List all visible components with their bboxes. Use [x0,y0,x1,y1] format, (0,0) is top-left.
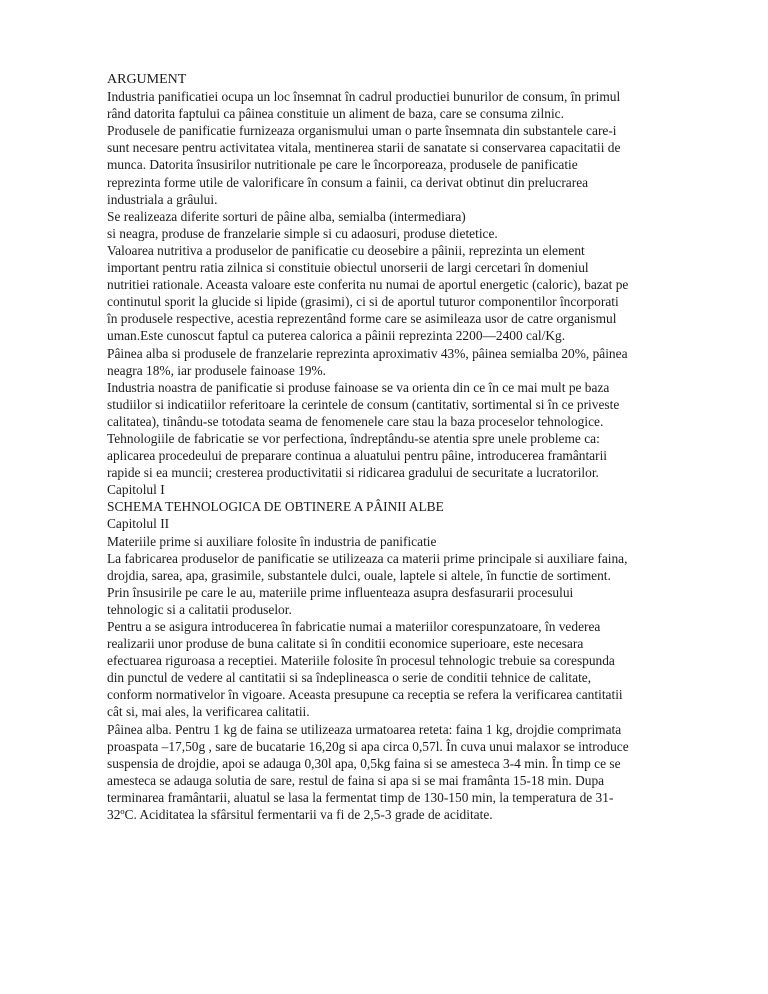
text-line: realizarii unor produse de buna calitate si în conditii economice superioare, este necesara [107,636,584,652]
text-line: proaspata –17,50g , sare de bucatarie 16,20g si apa circa 0,57l. În cuva unui malaxor se introduce [107,738,629,754]
chapter-2-label: Capitolul II [107,516,170,532]
text-line: sunt necesare pentru activitatea vitala, mentinerea starii de sanatate si conservarea capacitatii de [107,140,621,156]
text-line: în produsele respective, acestia reprezentând forme care se asimileaza usor de catre organismul [107,311,617,327]
text-line: tehnologic si a calitatii produselor. [107,601,292,617]
chapter-1-title: SCHEMA TEHNOLOGICA DE OBTINERE A PÂINII ALBE [107,499,444,515]
text-line: La fabricarea produselor de panificatie se utilizeaza ca materii prime principale si auxiliare faina, [107,550,628,566]
text-line: suspensia de drojdie, apoi se adauga 0,30l apa, 0,5kg faina si se amesteca 3-4 min. În timp ce se [107,755,621,771]
text-line: din punctul de vedere al cantitatii si sa îndeplineasca o serie de conditii tehnice de calitate, [107,670,592,686]
chapter-1-label: Capitolul I [107,482,165,498]
text-line: 32ºC. Aciditatea la sfârsitul fermentarii va fi de 2,5-3 grade de aciditate. [107,807,493,823]
text-line: calitatea), tinându-se totodata seama de fenomenele care stau la baza proceselor tehnologice. [107,413,604,429]
text-line: continutul sporit la glucide si lipide (grasimi), ci si de aportul tuturor componentilor încorporati [107,294,619,310]
text-line: Pentru a se asigura introducerea în fabricatie numai a materiilor corespunzatoare, în vederea [107,619,601,634]
text-line: Tehnologiile de fabricatie se vor perfectiona, îndreptându-se atentia spre unele probleme ca: [107,430,600,446]
text-line: neagra 18%, iar produsele fainoase 19%. [107,362,326,378]
text-line: uman.Este cunoscut faptul ca puterea calorica a pâinii reprezinta 2200—2400 cal/Kg. [107,328,566,344]
text-line: Produsele de panificatie furnizeaza organismului uman o parte însemnata din substantele care-i [107,123,617,139]
text-line: Prin însusirile pe care le au, materiile prime influenteaza asupra desfasurarii procesului [107,584,574,600]
text-line: amesteca se adauga solutia de sare, restul de faina si apa si se mai framânta 15-18 min. Dupa [107,772,605,788]
text-line: munca. Datorita însusirilor nutritionale pe care le încorporeaza, produsele de panificatie [107,157,578,173]
text-line: efectuarea riguroasa a receptiei. Materiile folosite în procesul tehnologic trebuie sa corespunda [107,653,615,669]
document-page [107,71,687,823]
text-line: terminarea framântarii, aluatul se lasa la fermentat timp de 130-150 min, la temperatura de 31- [107,789,614,805]
text-line: si neagra, produse de franzelarie simple si cu adaosuri, produse dietetice. [107,225,498,241]
text-line: Se realizeaza diferite sorturi de pâine alba, semialba (intermediara) [107,208,466,224]
heading-argument: ARGUMENT [107,72,187,87]
chapter-2-title: Materiile prime si auxiliare folosite în industria de panificatie [107,533,437,549]
text-line: important pentru ratia zilnica si constituie obiectul unorserii de largi cercetari în domeniul [107,260,589,276]
text-line: nutritiei rationale. Aceasta valoare este conferita nu numai de aportul energetic (caloric), bazat pe [107,277,629,293]
text-line: Pâinea alba. Pentru 1 kg de faina se utilizeaza urmatoarea reteta: faina 1 kg, drojdie comprimata [107,721,622,737]
text-line: rapide si ea muncii; cresterea productivitatii si ridicarea gradului de securitate a lucratorilor. [107,465,599,481]
text-line: Industria panificatiei ocupa un loc însemnat în cadrul productiei bunurilor de consum, în primul [107,89,621,105]
text-line: Industria noastra de panificatie si produse fainoase se va orienta din ce în ce mai mult pe baza [107,379,610,395]
text-line: industriala a grâului. [107,191,218,207]
text-line: Valoarea nutritiva a produselor de panificatie cu deosebire a pâinii, reprezinta un element [107,242,585,258]
text-line: aplicarea procedeului de preparare continua a aluatului pentru pâine, introducerea framântarii [107,448,608,464]
text-line: reprezinta forme utile de valorificare în consum a fainii, ca derivat obtinut din prelucrarea [107,174,589,190]
text-line: rând datorita faptului ca pâinea constituie un aliment de baza, care se consuma zilnic. [107,106,564,122]
text-line: studiilor si indicatiilor referitoare la cerintele de consum (cantitativ, sortimental si în ce priveste [107,396,620,412]
text-line: Pâinea alba si produsele de franzelarie reprezinta aproximativ 43%, pâinea semialba 20%, pâinea [107,345,628,361]
text-line: conform normativelor în vigoare. Aceasta presupune ca receptia se refera la verificarea cantitatii [107,687,623,703]
text-line: cât si, mai ales, la verificarea calitatii. [107,704,310,720]
text-line: drojdia, sarea, apa, grasimile, substantele dulci, ouale, laptele si altele, în functie de sortiment. [107,567,611,583]
